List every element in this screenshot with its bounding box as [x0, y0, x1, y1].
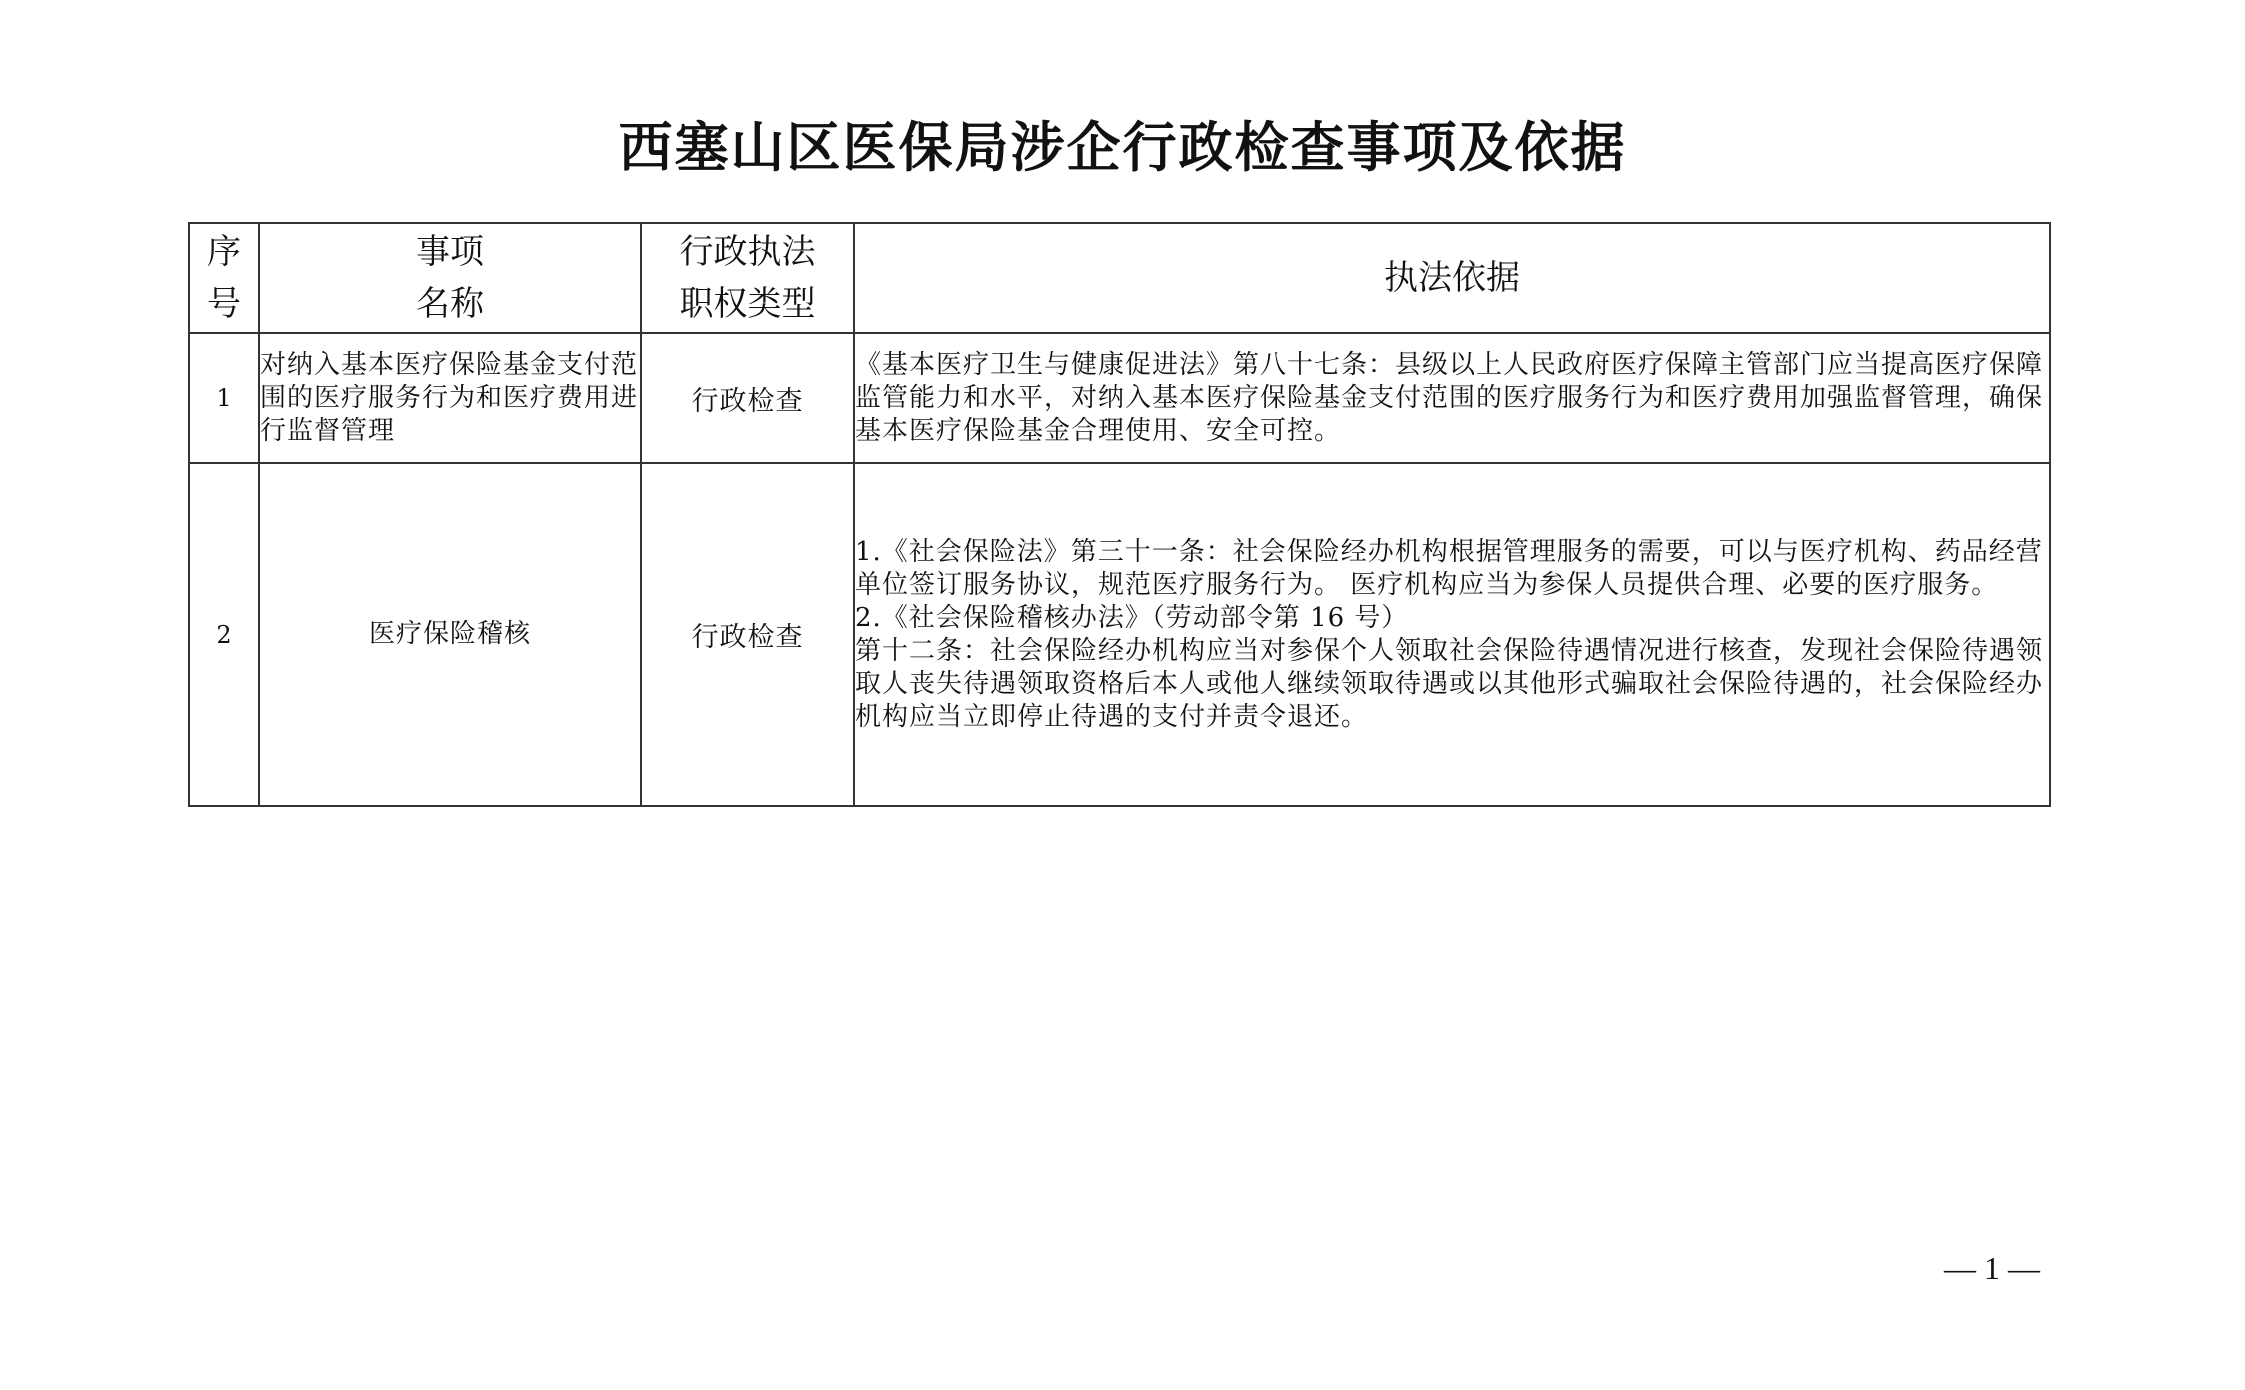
basis-line: 第十二条：社会保险经办机构应当对参保个人领取社会保险待遇情况进行核查，发现社会保险待遇领取人丧失待遇领取资格后本人或他人继续领取待遇或以其他形式骗取社会保险待遇的，社会保险经办机构应当立即停止待遇的支付并责令退还。	[855, 635, 2044, 732]
header-seq-line1: 序	[207, 232, 241, 272]
row-seq: 2	[189, 463, 259, 806]
table-row	[189, 333, 2050, 463]
basis-line: 2.《社会保险稽核办法》（劳动部令第 16 号）	[855, 602, 1409, 633]
basis-line: 《基本医疗卫生与健康促进法》第八十七条：县级以上人民政府医疗保障主管部门应当提高医疗保障监管能力和水平，对纳入基本医疗保险基金支付范围的医疗服务行为和医疗费用加强监督管理，确保基本医疗保险基金合理使用、安全可控。	[855, 349, 2044, 446]
header-seq-line2: 号	[207, 284, 241, 324]
header-type-line1: 行政执法	[679, 232, 816, 272]
header-power-type	[641, 223, 854, 333]
row-basis	[854, 463, 2050, 806]
table-header-row	[189, 223, 2050, 333]
header-item-line2: 名称	[416, 284, 484, 324]
row-power-type: 行政检查	[641, 333, 854, 463]
inspection-items-table	[188, 222, 2051, 807]
header-item-line1: 事项	[416, 232, 484, 272]
header-type-line2: 职权类型	[679, 284, 816, 324]
header-basis: 执法依据	[854, 223, 2050, 333]
table-row	[189, 463, 2050, 806]
document-title: 西塞山区医保局涉企行政检查事项及依据	[618, 115, 1627, 179]
row-power-type: 行政检查	[641, 463, 854, 806]
basis-line: 1.《社会保险法》第三十一条：社会保险经办机构根据管理服务的需要，可以与医疗机构、药品经营单位签订服务协议，规范医疗服务行为。 医疗机构应当为参保人员提供合理、必要的医疗服务。	[855, 536, 2043, 600]
row-item-name: 医疗保险稽核	[259, 463, 641, 806]
header-item-name	[259, 223, 641, 333]
row-item-name: 对纳入基本医疗保险基金支付范围的医疗服务行为和医疗费用进行监督管理	[259, 333, 641, 463]
page-number: — 1 —	[1944, 1250, 2040, 1286]
row-basis	[854, 333, 2050, 463]
row-seq: 1	[189, 333, 259, 463]
header-seq	[189, 223, 259, 333]
